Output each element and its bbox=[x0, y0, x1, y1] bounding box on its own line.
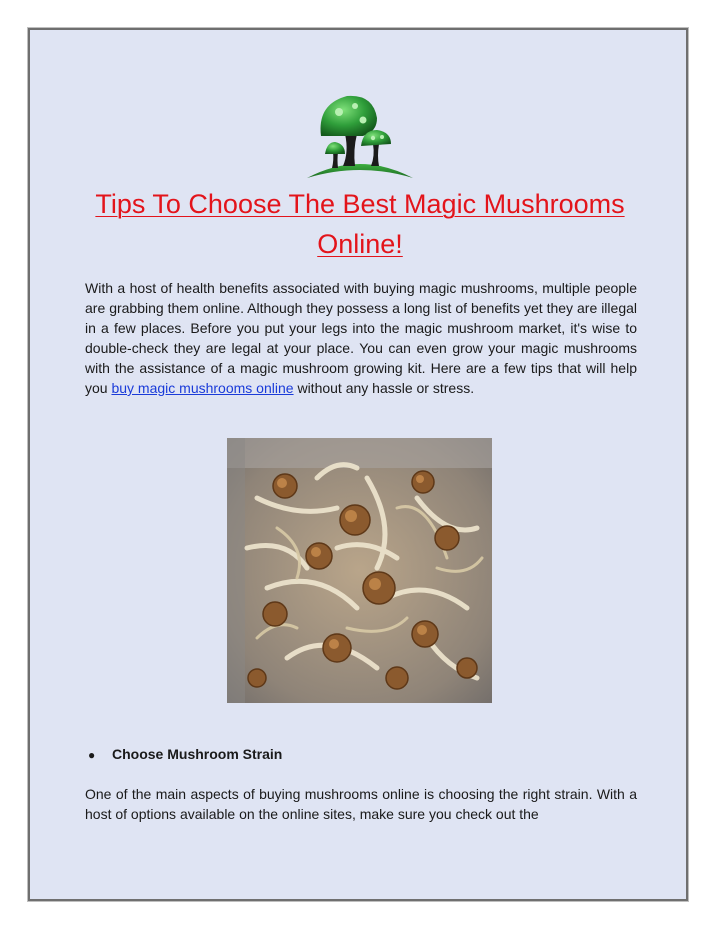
dried-mushrooms-photo bbox=[227, 438, 492, 703]
intro-text-start: With a host of health benefits associated with buying magic mushrooms, multiple people are grabbing them online. Although they possess a long list of benefits yet they are illegal in a few places. Before you put your legs into the magic mushroom market, it's wise to double-check they are legal at your place. You can even grow your magic mushrooms with the assistance of a magic mushroom growing kit. Here are a few tips that will help you bbox=[85, 280, 637, 396]
bullet-item bbox=[88, 744, 588, 765]
strain-paragraph: One of the main aspects of buying mushrooms online is choosing the right strain. With a host of options available on the online sites, make sure you check out the bbox=[85, 786, 637, 822]
intro-text-end: without any hassle or stress. bbox=[293, 380, 475, 396]
document-title: Tips To Choose The Best Magic Mushrooms Online! bbox=[95, 189, 625, 259]
intro-paragraph bbox=[85, 278, 637, 398]
bullet-icon: ● bbox=[88, 748, 96, 762]
mushroom-logo-icon bbox=[303, 92, 417, 182]
buy-mushrooms-link[interactable]: buy magic mushrooms online bbox=[111, 380, 294, 396]
bullet-heading: Choose Mushroom Strain bbox=[112, 746, 283, 762]
